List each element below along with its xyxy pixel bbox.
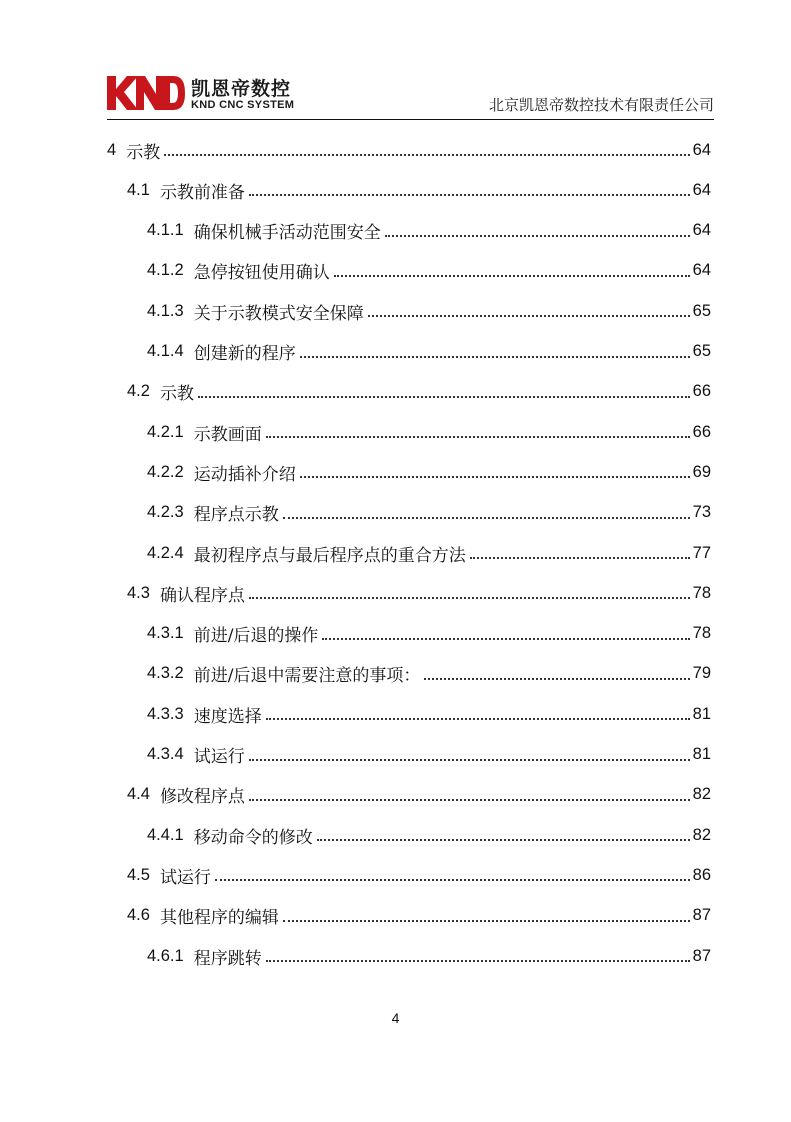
toc-entry-title: 确保机械手活动范围安全 xyxy=(193,223,381,244)
toc-entry-number: 4.2.3 xyxy=(147,503,184,522)
toc-entry[interactable] xyxy=(147,412,711,452)
toc-entry[interactable] xyxy=(147,694,711,734)
toc-entry-page: 81 xyxy=(692,745,711,763)
toc-entry-title: 确认程序点 xyxy=(159,585,245,606)
toc-dot-leader xyxy=(266,718,690,720)
toc-entry-number: 4.4 xyxy=(127,785,150,804)
toc-entry-title: 创建新的程序 xyxy=(193,344,296,364)
toc-entry-title: 程序跳转 xyxy=(193,948,262,969)
toc-entry[interactable] xyxy=(127,896,711,936)
toc-entry-page: 65 xyxy=(692,301,711,320)
toc-entry[interactable] xyxy=(147,936,711,976)
toc-entry[interactable] xyxy=(107,130,711,170)
toc-entry-page: 64 xyxy=(692,261,711,280)
toc-entry-title: 示教 xyxy=(126,142,161,163)
toc-entry-page: 87 xyxy=(692,946,711,965)
toc-entry-title: 试运行 xyxy=(159,867,211,888)
toc-entry-title: 最初程序点与最后程序点的重合方法 xyxy=(193,545,466,566)
toc-entry-number: 4.3.2 xyxy=(147,664,184,683)
toc-dot-leader xyxy=(249,597,690,599)
toc-entry[interactable] xyxy=(147,251,711,291)
toc-entry-number: 4.6 xyxy=(127,906,150,925)
toc-entry[interactable] xyxy=(127,573,711,613)
toc-entry-title: 移动命令的修改 xyxy=(193,827,313,848)
toc-entry-number: 4.6.1 xyxy=(147,946,184,965)
toc-entry-page: 86 xyxy=(692,865,711,884)
toc-entry-number: 4.2.1 xyxy=(147,422,184,441)
toc-entry-page: 79 xyxy=(692,664,711,683)
toc-dot-leader xyxy=(249,759,690,761)
toc-entry-title: 其他程序的编辑 xyxy=(159,908,279,929)
toc-dot-leader xyxy=(164,154,689,156)
toc-entry-page: 64 xyxy=(692,140,711,159)
toc-dot-leader xyxy=(215,879,690,881)
toc-entry[interactable] xyxy=(127,170,711,210)
toc-entry-title: 示教前准备 xyxy=(159,182,245,203)
toc-entry-title: 示教 xyxy=(159,384,194,405)
toc-entry-number: 4.2 xyxy=(127,382,150,401)
toc-entry[interactable] xyxy=(147,493,711,533)
toc-entry[interactable] xyxy=(147,332,711,372)
header-divider xyxy=(107,119,714,120)
toc-entry[interactable] xyxy=(147,654,711,694)
toc-dot-leader xyxy=(424,678,689,680)
toc-entry[interactable] xyxy=(147,614,711,654)
toc-dot-leader xyxy=(317,839,690,841)
toc-entry-page: 81 xyxy=(692,704,711,723)
toc-entry[interactable] xyxy=(147,815,711,855)
toc-entry-number: 4.4.1 xyxy=(147,825,184,844)
toc-entry-number: 4.3.1 xyxy=(147,624,184,643)
toc-dot-leader xyxy=(266,436,690,438)
toc-entry-page: 78 xyxy=(692,583,711,602)
toc-entry[interactable] xyxy=(147,452,711,492)
toc-entry-number: 4.3.4 xyxy=(147,745,184,763)
toc-entry-title: 示教画面 xyxy=(193,424,262,445)
toc-entry-number: 4.3.3 xyxy=(147,704,184,723)
toc-entry-number: 4.5 xyxy=(127,865,150,884)
toc-entry-page: 64 xyxy=(692,180,711,199)
toc-entry-number: 4.1 xyxy=(127,180,150,199)
toc-entry-page: 77 xyxy=(692,543,711,562)
toc-entry-number: 4.3 xyxy=(127,583,150,602)
toc-dot-leader xyxy=(283,517,690,519)
toc-dot-leader xyxy=(470,557,690,559)
toc-dot-leader xyxy=(249,799,690,801)
toc-dot-leader xyxy=(198,396,690,398)
toc-entry-page: 66 xyxy=(692,422,711,441)
toc-entry-title: 速度选择 xyxy=(193,706,262,727)
toc-dot-leader xyxy=(300,476,690,478)
toc-dot-leader xyxy=(322,638,689,640)
toc-dot-leader xyxy=(368,315,690,317)
toc-entry-number: 4 xyxy=(107,140,117,159)
toc-dot-leader xyxy=(300,356,690,358)
toc-entry[interactable] xyxy=(127,775,711,815)
toc-entry-page: 78 xyxy=(692,624,711,643)
toc-entry-number: 4.1.1 xyxy=(147,221,184,240)
toc-entry-number: 4.1.2 xyxy=(147,261,184,280)
toc-entry-title: 前进/后退的操作 xyxy=(193,626,319,647)
toc-entry-page: 87 xyxy=(692,906,711,925)
toc-entry-title: 试运行 xyxy=(193,747,245,767)
knd-logo-mark-icon xyxy=(107,76,185,110)
knd-logo xyxy=(107,74,307,114)
toc-entry[interactable] xyxy=(147,211,711,251)
toc-entry[interactable] xyxy=(147,291,711,331)
toc-entry-page: 82 xyxy=(692,825,711,844)
logo-english-text: KND CNC SYSTEM xyxy=(191,99,295,111)
toc-entry[interactable] xyxy=(127,855,711,895)
toc-dot-leader xyxy=(266,960,690,962)
toc-entry-number: 4.1.3 xyxy=(147,301,184,320)
toc-entry-title: 运动插补介绍 xyxy=(193,464,296,485)
toc-entry[interactable] xyxy=(147,533,711,573)
toc-entry-number: 4.2.4 xyxy=(147,543,184,562)
logo-chinese-text: 凯恩帝数控 xyxy=(191,78,292,100)
toc-entry-page: 82 xyxy=(692,785,711,804)
toc-entry-page: 64 xyxy=(692,221,711,240)
toc-dot-leader xyxy=(249,194,690,196)
toc-entry-page: 73 xyxy=(692,503,711,522)
toc-entry-title: 急停按钮使用确认 xyxy=(193,263,330,284)
toc-entry-page: 66 xyxy=(692,382,711,401)
toc-entry[interactable] xyxy=(127,372,711,412)
toc-entry-page: 65 xyxy=(692,342,711,360)
toc-dot-leader xyxy=(334,275,690,277)
toc-dot-leader xyxy=(385,235,690,237)
page-header xyxy=(107,74,714,120)
toc-entry-number: 4.1.4 xyxy=(147,342,184,360)
toc-entry-title: 修改程序点 xyxy=(159,787,245,808)
toc-entry[interactable] xyxy=(147,735,711,775)
toc-entry-page: 69 xyxy=(692,462,711,481)
toc-entry-title: 前进/后退中需要注意的事项： xyxy=(193,666,421,687)
company-name: 北京凯恩帝数控技术有限责任公司 xyxy=(488,96,714,114)
toc-entry-number: 4.2.2 xyxy=(147,462,184,481)
toc-dot-leader xyxy=(283,920,690,922)
toc-entry-title: 程序点示教 xyxy=(193,505,279,526)
toc-entry-title: 关于示教模式安全保障 xyxy=(193,303,364,324)
page-number: 4 xyxy=(391,1010,400,1026)
